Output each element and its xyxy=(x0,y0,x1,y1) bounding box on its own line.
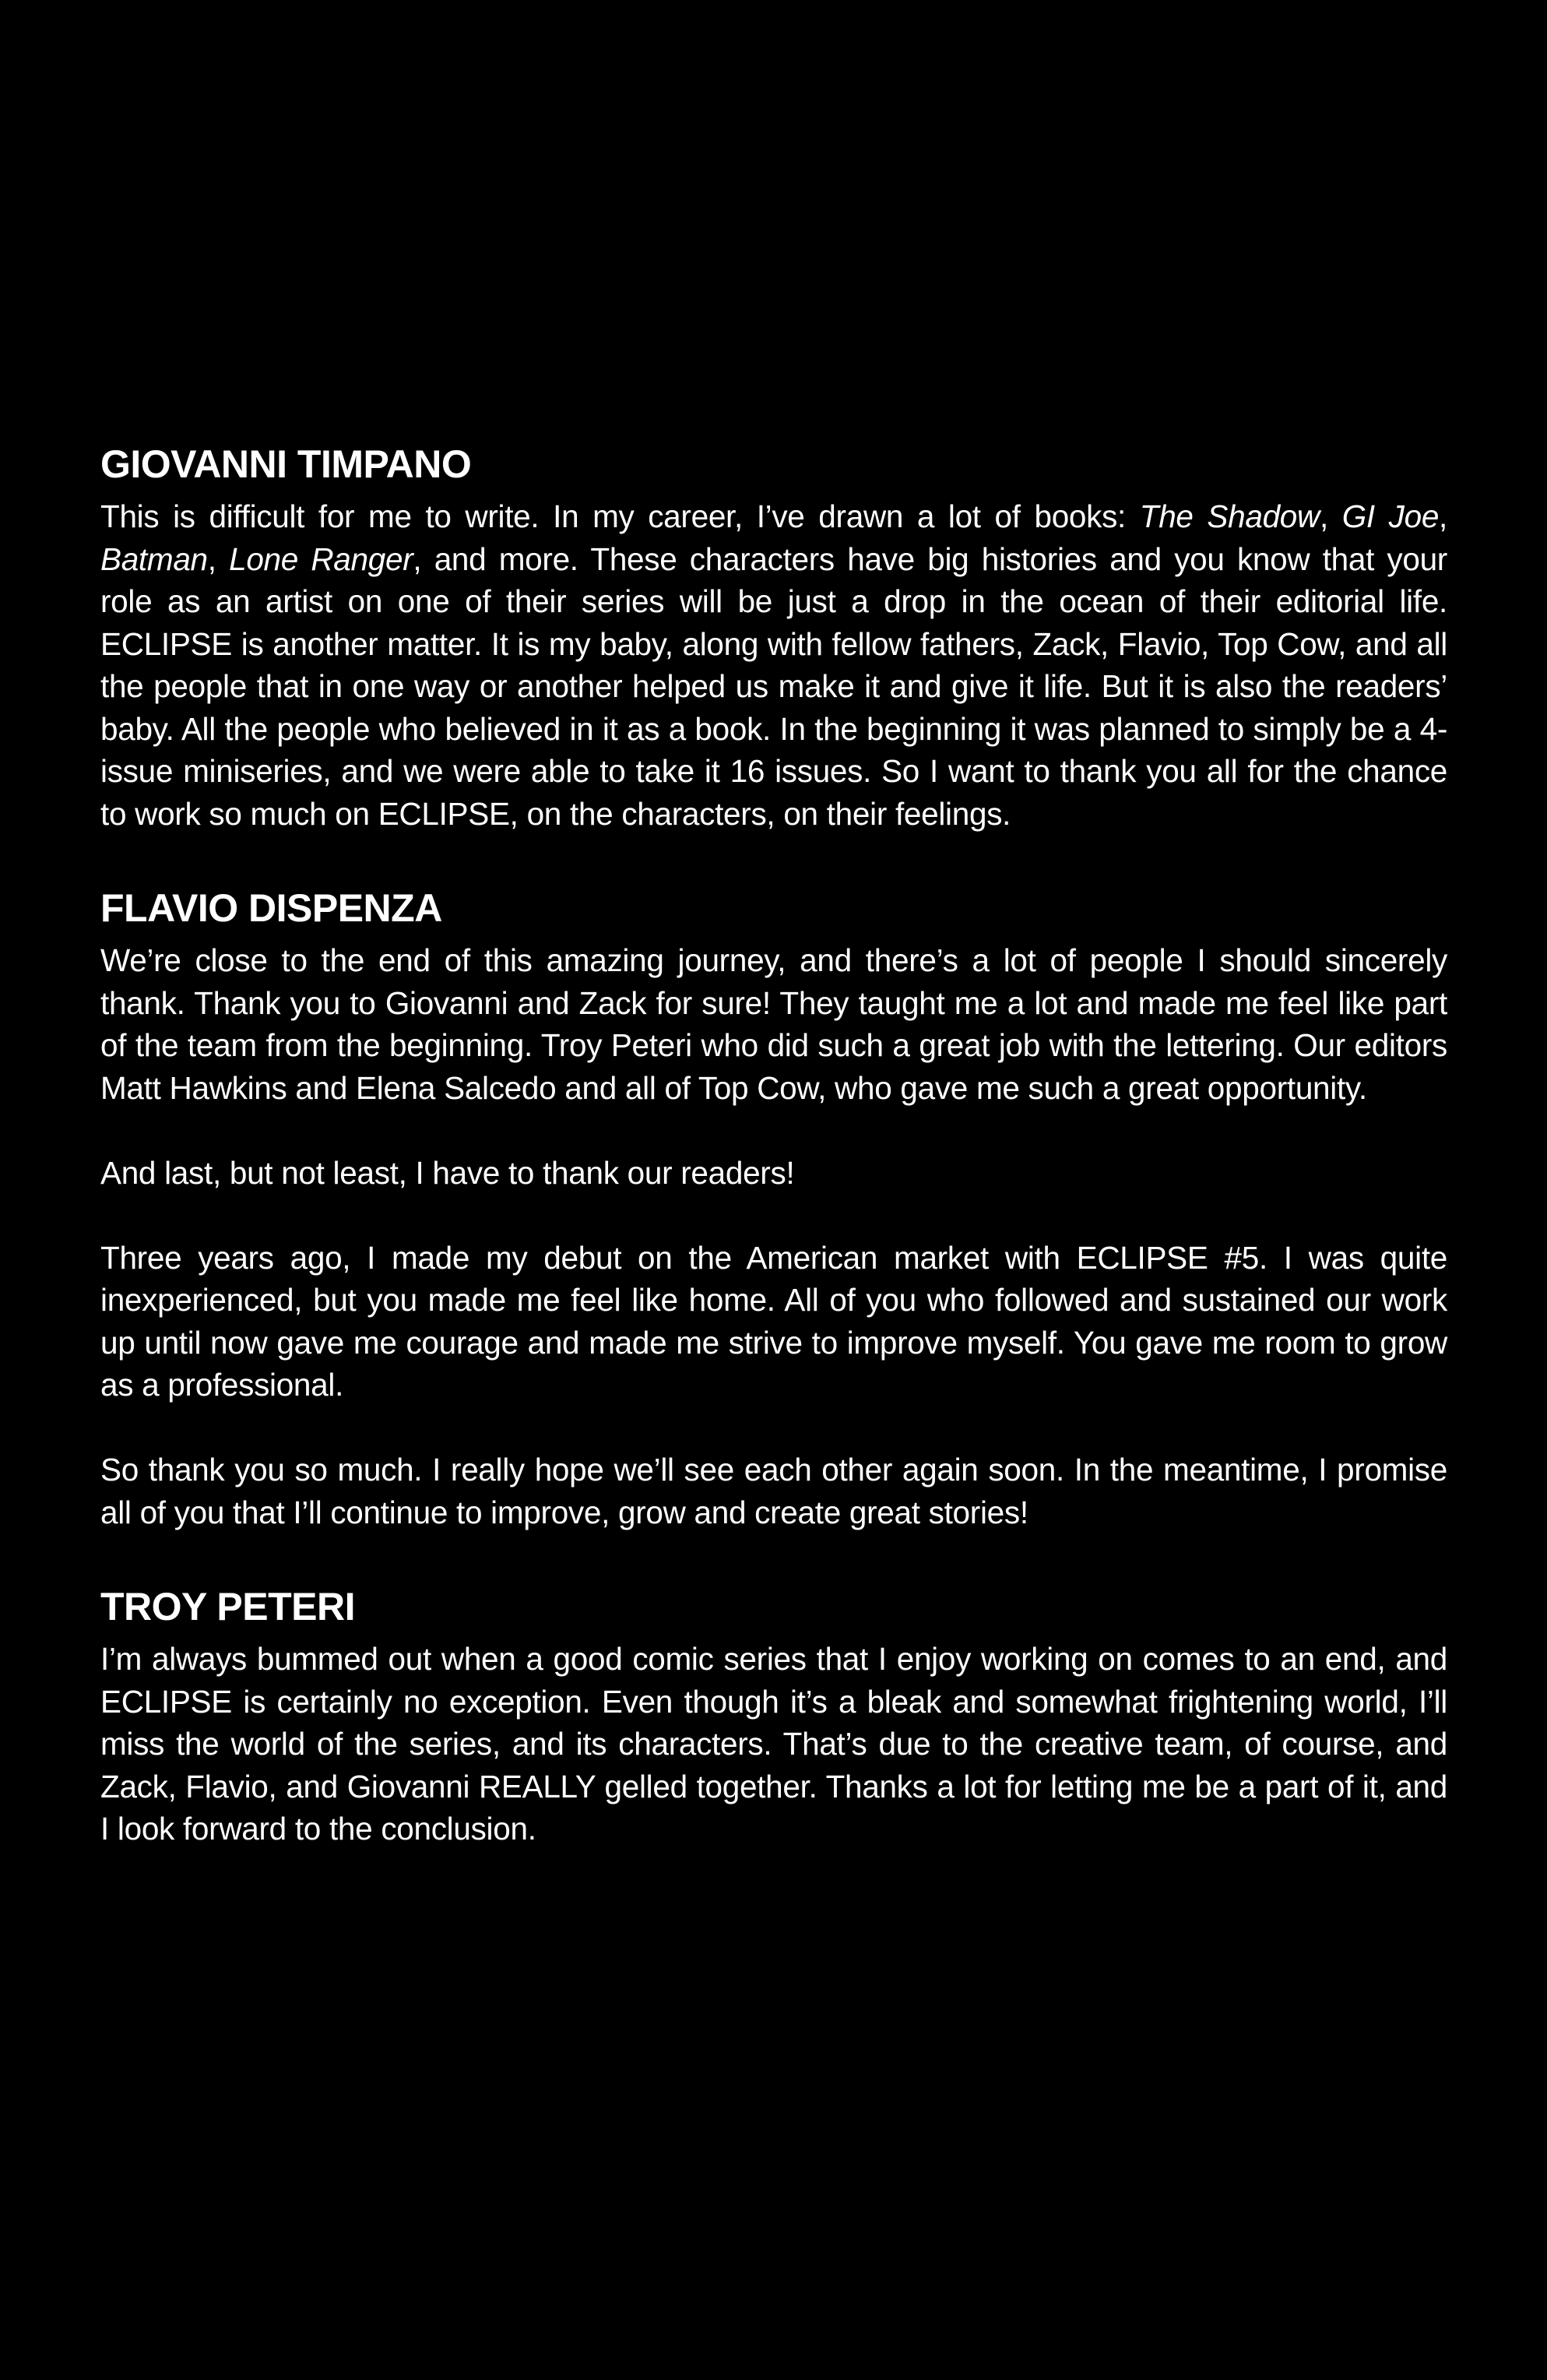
book-title: The Shadow xyxy=(1139,498,1320,534)
paragraph xyxy=(100,1638,1447,1850)
text-segment: I’m always bummed out when a good comic series that I enjoy working on comes to an end, and ECLIPSE is certainly no exception. Even though it’s a bleak and somewhat frightening world, I’ll miss the world of the series, and its characters. That’s due to the creative team, of course, and Zack, Flavio, and Giovanni REALLY gelled together. Thanks a lot for letting me be a part of it, and I look forward to the conclusion. xyxy=(100,1641,1447,1847)
text-segment: , xyxy=(1439,498,1447,534)
paragraph xyxy=(100,495,1447,835)
text-segment: Three years ago, I made my debut on the American market with ECLIPSE #5. I was quite inexperienced, but you made me feel like home. All of you who followed and sustained our work up until now gave me courage and made me strive to improve myself. You gave me room to grow as a professional. xyxy=(100,1239,1447,1403)
paragraph xyxy=(100,1237,1447,1407)
section-giovanni-timpano xyxy=(100,436,1447,835)
paragraph xyxy=(100,1449,1447,1533)
paragraph xyxy=(100,939,1447,1109)
letters-page xyxy=(100,436,1447,1850)
text-segment: So thank you so much. I really hope we’ll see each other again soon. In the meantime, I promise all of you that I’ll continue to improve, grow and create great stories! xyxy=(100,1452,1447,1530)
section-troy-peteri xyxy=(100,1579,1447,1850)
text-segment: , xyxy=(1319,498,1342,534)
section-heading: GIOVANNI TIMPANO xyxy=(100,442,472,486)
section-flavio-dispenza xyxy=(100,880,1447,1533)
text-segment: We’re close to the end of this amazing journey, and there’s a lot of people I should sincerely thank. Thank you to Giovanni and Zack for sure! They taught me a lot and made me feel like part of the team from the beginning. Troy Peteri who did such a great job with the lettering. Our editors Matt Hawkins and Elena Salcedo and all of Top Cow, who gave me such a great opportunity. xyxy=(100,942,1447,1106)
book-title: Batman xyxy=(100,540,208,577)
text-segment: This is difficult for me to write. In my career, I’ve drawn a lot of books: xyxy=(100,498,1140,534)
paragraph xyxy=(100,1152,1447,1195)
book-title: Lone Ranger xyxy=(229,540,413,577)
text-segment: , and more. These characters have big histories and you know that your role as an artist on one of their series will be just a drop in the ocean of their editorial life. ECLIPSE is another matter. It is my baby, along with fellow fathers, Zack, Flavio, Top Cow, and all the people that in one way or another helped us make it and give it life. But it is also the readers’ baby. All the people who believed in it as a book. In the beginning it was planned to simply be a 4-issue miniseries, and we were able to take it 16 issues. So I want to thank you all for the chance to work so much on ECLIPSE, on the characters, on their feelings. xyxy=(100,540,1447,832)
text-segment: , xyxy=(207,540,230,577)
book-title: GI Joe xyxy=(1341,498,1440,534)
section-heading: FLAVIO DISPENZA xyxy=(100,886,442,930)
section-heading: TROY PETERI xyxy=(100,1585,355,1628)
text-segment: And last, but not least, I have to thank our readers! xyxy=(100,1154,795,1191)
